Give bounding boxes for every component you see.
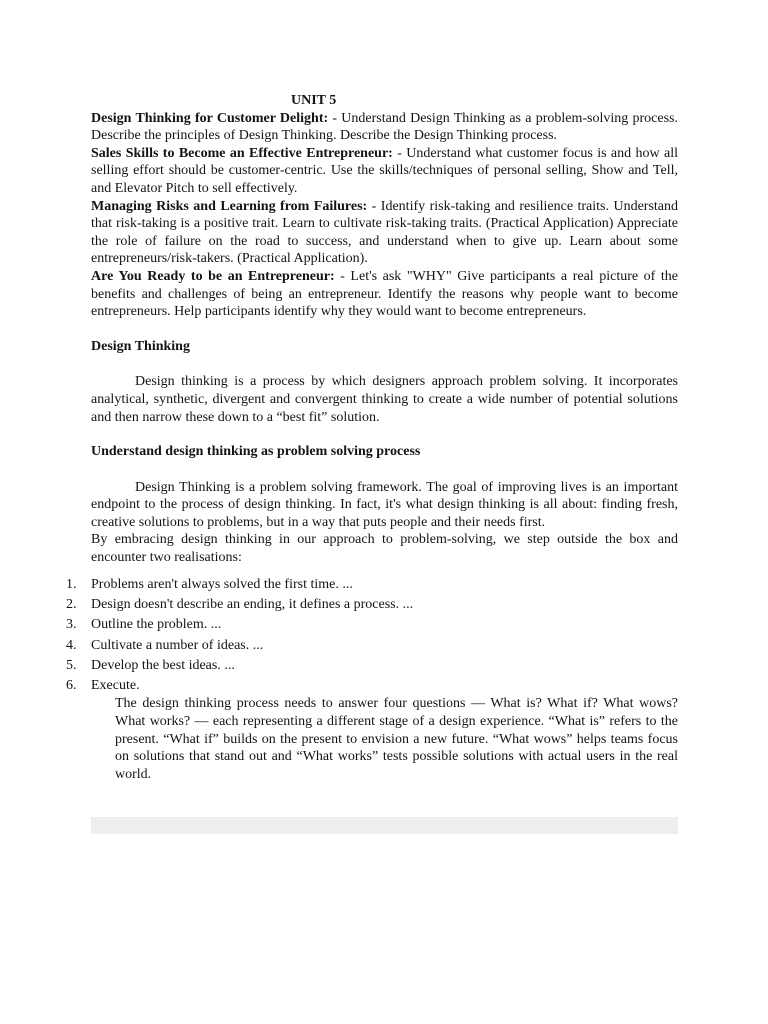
- list-text: Design doesn't describe an ending, it defines a process. ...: [91, 596, 414, 612]
- closing-paragraph: The design thinking process needs to answer four questions — What is? What if? What wows? What works? — each representing a different stage of a design experience. “What is” refers to the present. “What if” builds on the present to envision a new future. “What wows” helps teams focus on solutions that stand out and “What works” tests possible solutions with actual users in the real world.: [115, 696, 678, 782]
- intro-lead: Are You Ready to be an Entrepreneur:: [91, 268, 335, 284]
- list-item: [66, 615, 653, 635]
- unit-title: UNIT 5: [291, 93, 337, 108]
- intro-paragraph-managing-risks: [91, 198, 678, 268]
- list-item: [66, 636, 653, 656]
- list-item: [66, 595, 653, 615]
- realisations-list: [66, 575, 653, 697]
- shaded-bar: [91, 817, 678, 834]
- intro-text: - Understand what customer focus is and how all selling effort should be customer-centric. Use the skills/techniques of personal selling, Show and Tell, and Elevator Pitch to sell effectively.: [91, 145, 679, 196]
- realisations-paragraph: By embracing design thinking in our approach to problem-solving, we step outside the box and encounter two realisations:: [91, 532, 678, 566]
- list-text: Execute.: [91, 678, 140, 694]
- intro-paragraph-sales-skills: [91, 145, 678, 198]
- list-number: 1.: [66, 576, 77, 592]
- section-heading-design-thinking: Design Thinking: [91, 338, 190, 354]
- list-number: 3.: [66, 617, 77, 633]
- intro-lead: Managing Risks and Learning from Failures:: [91, 198, 368, 214]
- list-number: 6.: [66, 678, 77, 694]
- list-text: Problems aren't always solved the first time. ...: [91, 576, 353, 592]
- design-thinking-paragraph: Design thinking is a process by which designers approach problem solving. It incorporates analytical, synthetic, divergent and convergent thinking to create a wide number of potential solutions and then narrow these down to a “best fit” solution.: [91, 374, 678, 425]
- problem-solving-paragraph: Design Thinking is a problem solving framework. The goal of improving lives is an important endpoint to the process of design thinking. In fact, it's what design thinking is all about: finding fresh, creative solutions to problems, but in a way that puts people and their needs first.: [91, 479, 678, 530]
- intro-paragraph-ready-entrepreneur: [91, 268, 678, 321]
- intro-text: - Understand Design Thinking as a problem-solving process. Describe the principles of Design Thinking. Describe the Design Thinking process.: [91, 110, 678, 144]
- intro-text: - Identify risk-taking and resilience traits. Understand that risk-taking is a positive trait. Learn to cultivate risk-taking traits. (Practical Application) Appreciate the role of failure on the road to success, and understand when to give up. Learn about some entrepreneurs/risk-takers. (Practical Application).: [91, 198, 678, 267]
- intro-text: - Let's ask "WHY" Give participants a real picture of the benefits and challenges of being an entrepreneur. Identify the reasons why people want to become entrepreneurs. Help participants identify why they would want to become entrepreneurs.: [91, 268, 678, 320]
- document-page: [66, 92, 679, 783]
- list-number: 4.: [66, 637, 77, 653]
- intro-lead: Design Thinking for Customer Delight:: [91, 110, 329, 126]
- list-text: Cultivate a number of ideas. ...: [91, 637, 264, 653]
- list-item: [66, 575, 653, 595]
- intro-lead: Sales Skills to Become an Effective Entrepreneur:: [91, 145, 393, 161]
- list-item: [66, 656, 653, 676]
- intro-paragraph-design-thinking: [91, 110, 678, 145]
- section-heading-problem-solving: Understand design thinking as problem solving process: [91, 444, 421, 460]
- list-text: Outline the problem. ...: [91, 617, 222, 633]
- list-number: 5.: [66, 657, 77, 673]
- list-item: [66, 676, 653, 696]
- list-number: 2.: [66, 596, 77, 612]
- list-text: Develop the best ideas. ...: [91, 657, 235, 673]
